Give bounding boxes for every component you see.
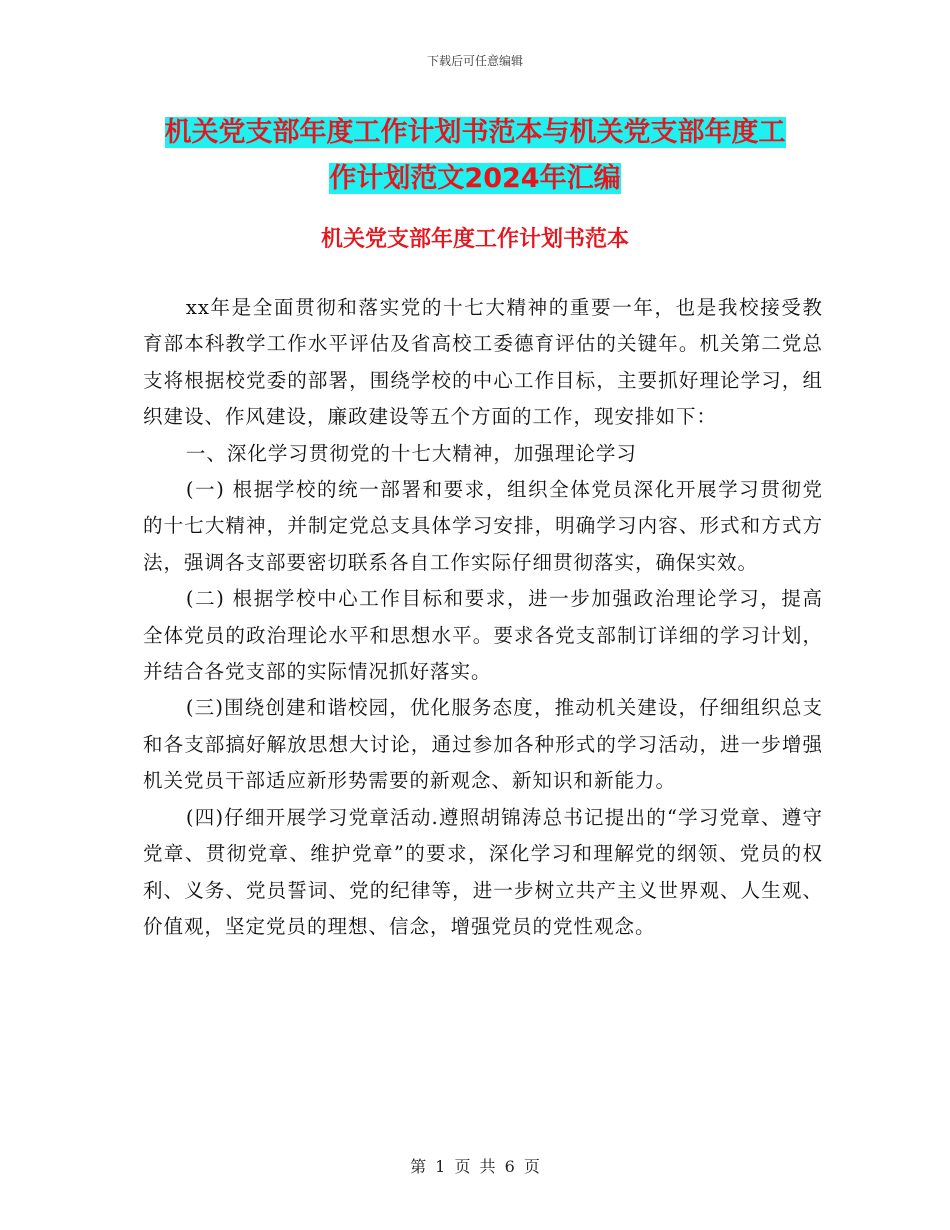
header-note: 下载后可任意编辑 [426, 54, 523, 68]
paragraph-item-1: (一) 根据学校的统一部署和要求，组织全体党员深化开展学习贯彻党的十七大精神，并制定党总支具体学习安排，明确学习内容、形式和方式方法，强调各支部要密切联系各自工作实际仔细贯彻落实，确保实效。 [143, 478, 823, 574]
body-text [143, 290, 823, 945]
paragraph-intro: xx年是全面贯彻和落实党的十七大精神的重要一年，也是我校接受教育部本科教学工作水平评估及省高校工委德育评估的关键年。机关第二党总支将根据校党委的部署，围绕学校的中心工作目标，主要抓好理论学习，组织建设、作风建设，廉政建设等五个方面的工作，现安排如下： [143, 296, 823, 429]
title-line-1: 机关党支部年度工作计划书范本与机关党支部年度工 [164, 117, 786, 148]
paragraph-item-3: (三)围绕创建和谐校园，优化服务态度，推动机关建设，仔细组织总支和各支部搞好解放思想大讨论，通过参加各种形式的学习活动，进一步增强机关党员干部适应新形势需要的新观念、新知识和新能力。 [143, 696, 823, 793]
document-title [0, 110, 950, 202]
paragraph-item-4: (四)仔细开展学习党章活动.遵照胡锦涛总书记提出的“学习党章、遵守党章、贯彻党章、维护党章”的要求，深化学习和理解党的纲领、党员的权利、义务、党员誓词、党的纪律等，进一步树立共产主义世界观、人生观、价值观，坚定党员的理想、信念，增强党员的党性观念。 [143, 805, 823, 938]
paragraph-heading-1: 一、深化学习贯彻党的十七大精神，加强理论学习 [185, 441, 637, 465]
section-title: 机关党支部年度工作计划书范本 [320, 227, 629, 252]
page-footer: 第 1 页 共 6 页 [410, 1157, 540, 1176]
title-line-2: 作计划范文2024年汇编 [329, 163, 621, 194]
paragraph-item-2: (二) 根据学校中心工作目标和要求，进一步加强政治理论学习，提高全体党员的政治理论水平和思想水平。要求各党支部制订详细的学习计划，并结合各党支部的实际情况抓好落实。 [143, 587, 823, 684]
